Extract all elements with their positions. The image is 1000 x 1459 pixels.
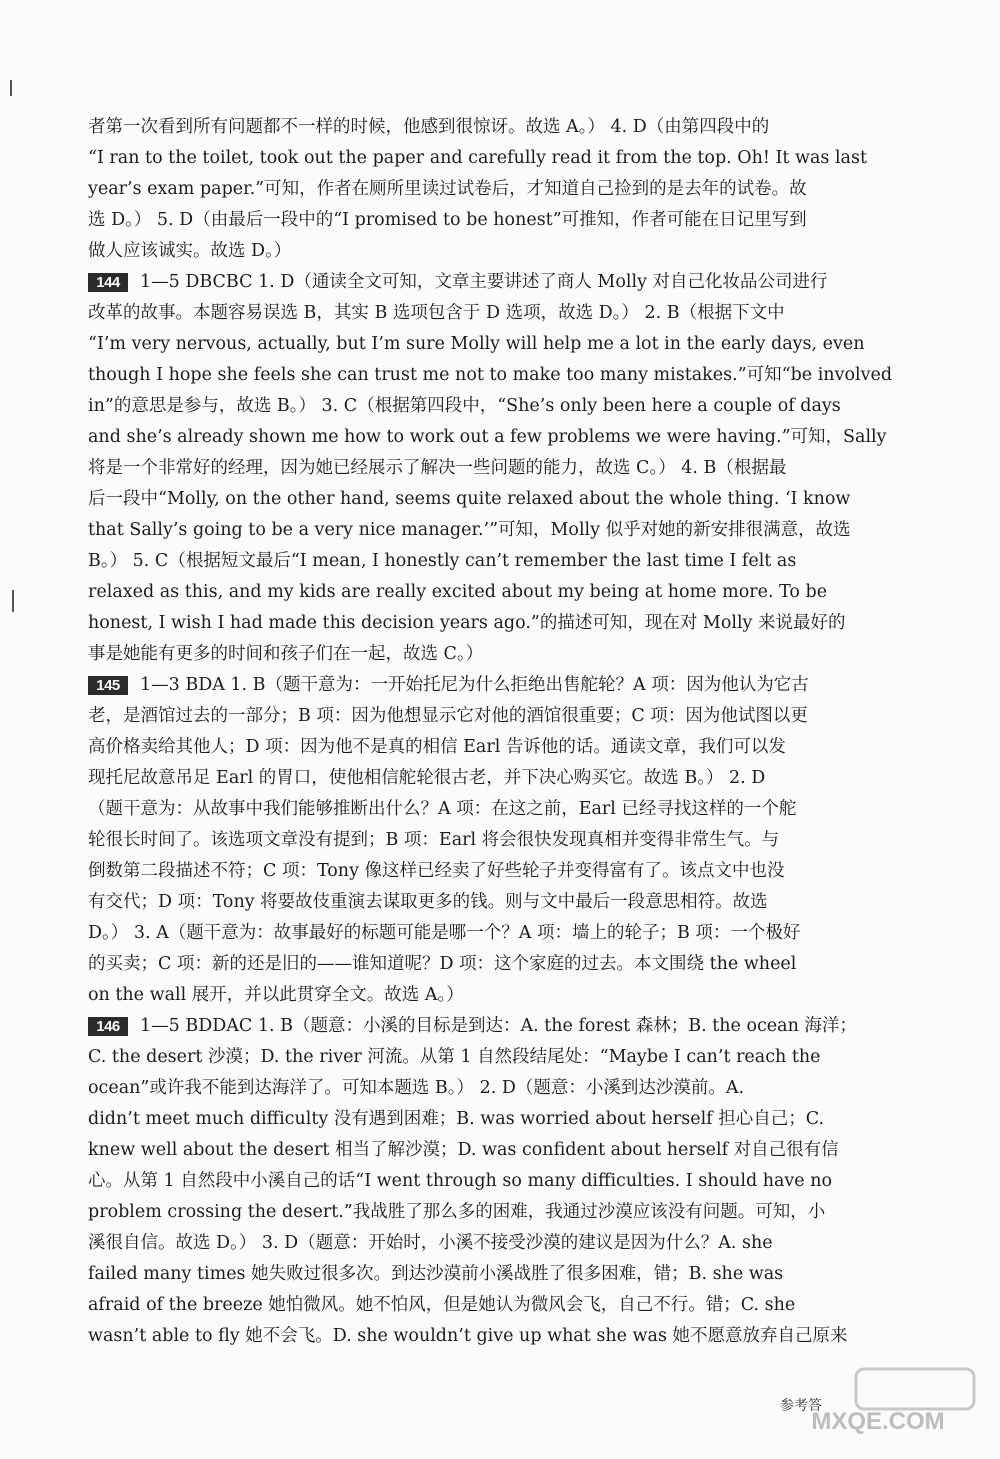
text-line: honest, I wish I had made this decision years ago.”的描述可知，现在对 Molly 来说最好的 <box>88 613 846 633</box>
text-line: though I hope she feels she can trust me not to make too many mistakes.”可知“be involved <box>88 365 893 385</box>
gutter-mark <box>10 80 12 96</box>
text-line: 的买卖；C 项：新的还是旧的——谁知道呢？D 项：这个家庭的过去。本文围绕 the wheel <box>88 954 797 974</box>
text-line: 做人应该诚实。故选 D。） <box>88 241 292 261</box>
text-line: 老，是酒馆过去的一部分；B 项：因为他想显示它对他的酒馆很重要；C 项：因为他试图以更 <box>88 706 808 726</box>
text-line: 倒数第二段描述不符；C 项：Tony 像这样已经卖了好些轮子并变得富有了。该点文中也没 <box>88 861 785 881</box>
text-line: and she’s already shown me how to work out a few problems we were having.”可知，Sally <box>88 427 887 447</box>
text-line: 改革的故事。本题容易误选 B，其实 B 选项包含于 D 选项，故选 D。） 2. B（根据下文中 <box>88 303 785 323</box>
text-line: afraid of the breeze 她怕微风。她不怕风，但是她认为微风会飞，自己不行。错；C. she <box>88 1295 796 1315</box>
text-line: 轮很长时间了。该选项文章没有提到；B 项：Earl 将会很快发现真相并变得非常生气。与 <box>88 830 780 850</box>
text-line: 事是她能有更多的时间和孩子们在一起，故选 C。） <box>88 644 484 664</box>
text-line: 1—3 BDA 1. B（题干意为：一开始托尼为什么拒绝出售舵轮？A 项：因为他认为它古 <box>140 675 809 695</box>
text-line: “I ran to the toilet, took out the paper and carefully read it from the top. Oh! It was last <box>88 148 868 168</box>
intro-paragraph <box>88 112 902 267</box>
text-line: relaxed as this, and my kids are really excited about my being at home more. To be <box>88 582 828 602</box>
text-line: 心。从第 1 自然段中小溪自己的话“I went through so many difficulties. I should have no <box>88 1171 833 1191</box>
text-line: 1—5 DBCBC 1. D（通读全文可知，文章主要讲述了商人 Molly 对自己化妆品公司进行 <box>140 272 828 292</box>
answer-key-body <box>88 112 902 1352</box>
text-line: wasn’t able to fly 她不会飞。D. she wouldn’t give up what she was 她不愿意放弃自己原来 <box>88 1326 848 1346</box>
text-line: knew well about the desert 相当了解沙漠；D. was confident about herself 对自己很有信 <box>88 1140 839 1160</box>
gutter-mark <box>12 590 14 612</box>
text-line: 后一段中“Molly, on the other hand, seems quite relaxed about the whole thing. ‘I know <box>88 489 851 509</box>
text-line: 1—5 BDDAC 1. B（题意：小溪的目标是到达：A. the forest 森林；B. the ocean 海洋； <box>140 1016 857 1036</box>
text-line: ocean”或许我不能到达海洋了。可知本题选 B。） 2. D（题意：小溪到达沙漠前。A. <box>88 1078 745 1098</box>
text-line: failed many times 她失败过很多次。到达沙漠前小溪战胜了很多困难，错；B. she was <box>88 1264 784 1284</box>
text-line: 者第一次看到所有问题都不一样的时候，他感到很惊讶。故选 A。） 4. D（由第四段中的 <box>88 117 770 137</box>
text-line: 有交代；D 项：Tony 将要故伎重演去谋取更多的钱。则与文中最后一段意思相符。故选 <box>88 892 768 912</box>
text-line: “I’m very nervous, actually, but I’m sure Molly will help me a lot in the early days, even <box>88 334 865 354</box>
watermark-logo <box>778 1367 978 1437</box>
answer-sections <box>88 267 902 1352</box>
text-line: D。） 3. A（题干意为：故事最好的标题可能是哪一个？A 项：墙上的轮子；B 项：一个极好 <box>88 923 801 943</box>
page-number-badge: 146 <box>88 1017 128 1036</box>
answer-section <box>88 267 902 670</box>
page-number-badge: 145 <box>88 676 128 695</box>
text-line: 高价格卖给其他人；D 项：因为他不是真的相信 Earl 告诉他的话。通读文章，我们可以发 <box>88 737 786 757</box>
text-line: that Sally’s going to be a very nice manager.’”可知，Molly 似乎对她的新安排很满意，故选 <box>88 520 851 540</box>
text-line: year’s exam paper.”可知，作者在厕所里读过试卷后，才知道自己捡到的是去年的试卷。故 <box>88 179 807 199</box>
text-line: C. the desert 沙漠；D. the river 河流。从第 1 自然段结尾处：“Maybe I can’t reach the <box>88 1047 821 1067</box>
text-line: on the wall 展开，并以此贯穿全文。故选 A。） <box>88 985 464 1005</box>
text-line: 选 D。） 5. D（由最后一段中的“I promised to be honest”可推知，作者可能在日记里写到 <box>88 210 807 230</box>
text-line: in”的意思是参与，故选 B。） 3. C（根据第四段中，“She’s only been here a couple of days <box>88 396 841 416</box>
text-line: didn’t meet much difficulty 没有遇到困难；B. was worried about herself 担心自己；C. <box>88 1109 825 1129</box>
footer-label: 参考答 <box>780 1398 822 1414</box>
text-line: B。） 5. C（根据短文最后“I mean, I honestly can’t remember the last time I felt as <box>88 551 797 571</box>
text-line: （题干意为：从故事中我们能够推断出什么？A 项：在这之前，Earl 已经寻找这样的一个舵 <box>88 799 797 819</box>
watermark-text: MXQE.COM <box>811 1408 945 1435</box>
answer-section <box>88 1011 902 1352</box>
text-line: 溪很自信。故选 D。） 3. D（题意：开始时，小溪不接受沙漠的建议是因为什么？A. she <box>88 1233 773 1253</box>
text-line: problem crossing the desert.”我战胜了那么多的困难，我通过沙漠应该没有问题。可知，小 <box>88 1202 826 1222</box>
text-line: 现托尼故意吊足 Earl 的胃口，使他相信舵轮很古老，并下决心购买它。故选 B。） 2. D <box>88 768 766 788</box>
page-number-badge: 144 <box>88 273 128 292</box>
text-line: 将是一个非常好的经理，因为她已经展示了解决一些问题的能力，故选 C。） 4. B（根据最 <box>88 458 787 478</box>
answer-section <box>88 670 902 1011</box>
